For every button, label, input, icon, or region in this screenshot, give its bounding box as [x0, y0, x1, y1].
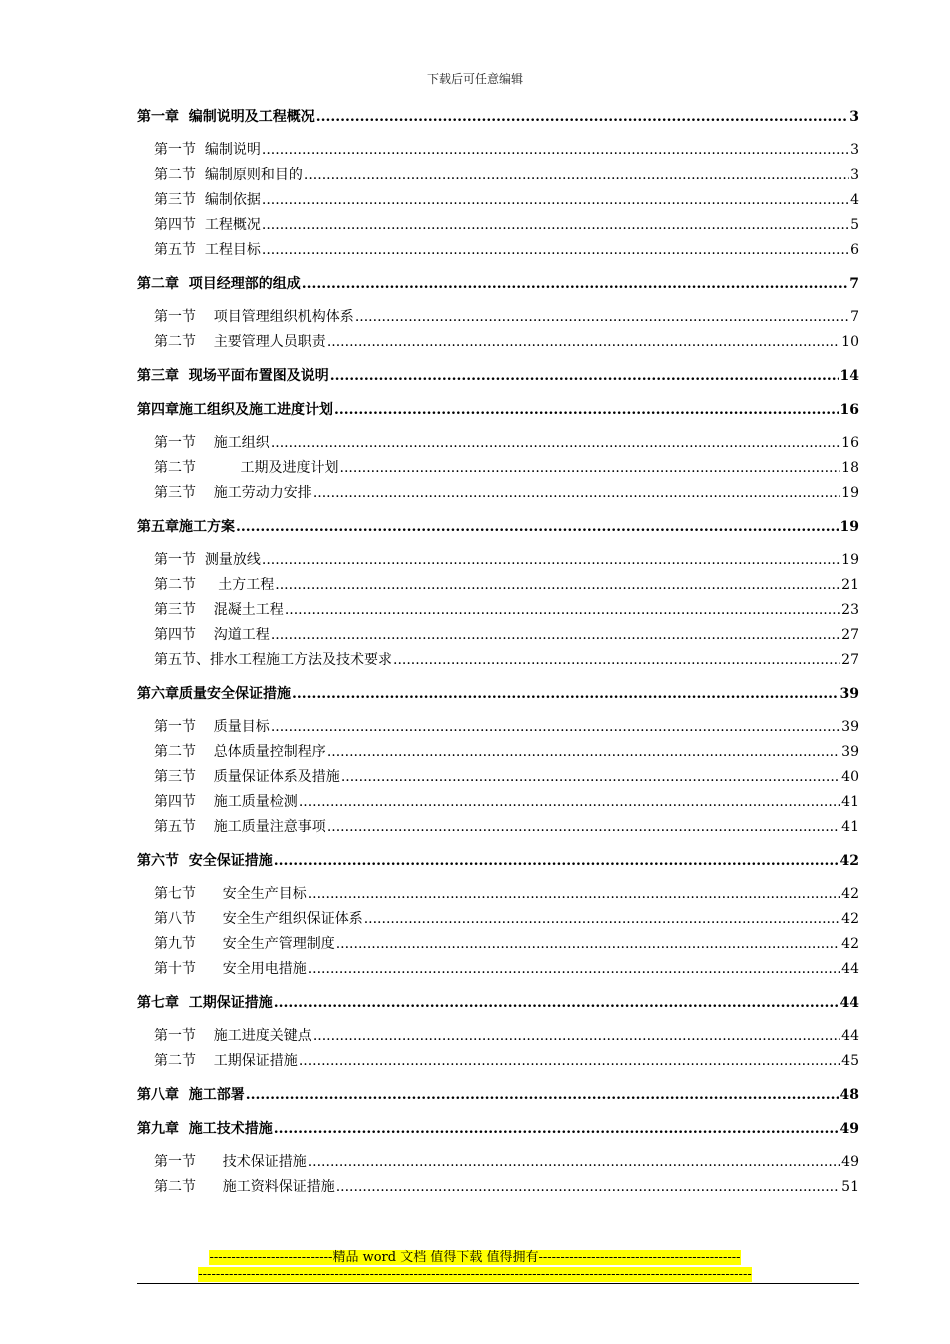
- toc-entry-label: 第三节 质量保证体系及措施: [154, 769, 340, 785]
- toc-page-number: 14: [839, 368, 859, 384]
- toc-entry-label: 第二节 工期保证措施: [154, 1053, 298, 1069]
- toc-entry-label: 第三节 编制依据: [154, 192, 261, 208]
- toc-dot-leader: [299, 1049, 840, 1074]
- toc-page-number: 10: [841, 334, 859, 350]
- toc-dot-leader: [275, 573, 840, 598]
- toc-section-entry[interactable]: [137, 715, 859, 740]
- toc-section-entry[interactable]: [137, 765, 859, 790]
- toc-page-number: 19: [841, 485, 859, 501]
- toc-entry-label: 第四节 工程概况: [154, 217, 261, 233]
- toc-entry-label: 第九节 安全生产管理制度: [154, 936, 335, 952]
- toc-dot-leader: [336, 1175, 840, 1200]
- footer-line-1: ----------------------------精品 word 文档 值得下载 值得拥有----------------------------------------------: [209, 1250, 741, 1265]
- toc-page-number: 21: [841, 577, 859, 593]
- toc-dot-leader: [262, 188, 849, 213]
- toc-entry-label: 第二节 主要管理人员职责: [154, 334, 326, 350]
- toc-section-entry[interactable]: [137, 238, 859, 263]
- toc-entry-label: 第三节 施工劳动力安排: [154, 485, 312, 501]
- toc-entry-label: 第三节 混凝土工程: [154, 602, 284, 618]
- toc-dot-leader: [274, 848, 839, 874]
- toc-page-number: 3: [849, 109, 859, 125]
- toc-page-number: 49: [839, 1121, 859, 1137]
- toc-page-number: 19: [841, 552, 859, 568]
- toc-dot-leader: [327, 815, 840, 840]
- toc-page-number: 6: [850, 242, 859, 258]
- toc-section-entry[interactable]: [137, 815, 859, 840]
- toc-dot-leader: [336, 932, 840, 957]
- toc-section-entry[interactable]: [137, 305, 859, 330]
- toc-section-entry[interactable]: [137, 431, 859, 456]
- toc-dot-leader: [262, 138, 849, 163]
- toc-page-number: 7: [850, 309, 859, 325]
- toc-section-entry[interactable]: [137, 1049, 859, 1074]
- toc-chapter-entry[interactable]: [137, 363, 859, 389]
- toc-entry-label: 第二节 工期及进度计划: [154, 460, 339, 476]
- toc-dot-leader: [292, 681, 839, 707]
- toc-page-number: 7: [849, 276, 859, 292]
- toc-page-number: 45: [841, 1053, 859, 1069]
- toc-entry-label: 第一章 编制说明及工程概况: [137, 109, 315, 125]
- toc-page-number: 51: [841, 1179, 859, 1195]
- toc-section-entry[interactable]: [137, 573, 859, 598]
- toc-page-number: 39: [839, 686, 859, 702]
- toc-dot-leader: [271, 715, 840, 740]
- table-of-contents: [137, 104, 859, 1200]
- toc-entry-label: 第八节 安全生产组织保证体系: [154, 911, 363, 927]
- footer-banner: [0, 1249, 950, 1283]
- toc-entry-label: 第二节 总体质量控制程序: [154, 744, 326, 760]
- toc-page-number: 48: [839, 1087, 859, 1103]
- toc-section-entry[interactable]: [137, 188, 859, 213]
- toc-section-entry[interactable]: [137, 213, 859, 238]
- toc-entry-label: 第八章 施工部署: [137, 1087, 245, 1103]
- toc-dot-leader: [271, 623, 840, 648]
- toc-page-number: 27: [841, 627, 859, 643]
- toc-section-entry[interactable]: [137, 1024, 859, 1049]
- toc-entry-label: 第一节 施工进度关键点: [154, 1028, 312, 1044]
- toc-entry-label: 第七节 安全生产目标: [154, 886, 307, 902]
- toc-page-number: 44: [841, 1028, 859, 1044]
- toc-page-number: 3: [850, 142, 859, 158]
- toc-chapter-entry[interactable]: [137, 848, 859, 874]
- toc-section-entry[interactable]: [137, 790, 859, 815]
- toc-page-number: 18: [841, 460, 859, 476]
- toc-page-number: 4: [850, 192, 859, 208]
- toc-page-number: 42: [841, 911, 859, 927]
- toc-chapter-entry[interactable]: [137, 514, 859, 540]
- toc-section-entry[interactable]: [137, 740, 859, 765]
- toc-dot-leader: [274, 990, 839, 1016]
- toc-section-entry[interactable]: [137, 623, 859, 648]
- toc-section-entry[interactable]: [137, 548, 859, 573]
- toc-dot-leader: [308, 882, 840, 907]
- toc-page-number: 39: [841, 719, 859, 735]
- footer-line-2: ------------------------------------------------------------------------------------------------------------------------------: [198, 1267, 752, 1282]
- toc-section-entry[interactable]: [137, 330, 859, 355]
- toc-page-number: 44: [839, 995, 859, 1011]
- toc-page-number: 41: [841, 819, 859, 835]
- toc-chapter-entry[interactable]: [137, 990, 859, 1016]
- toc-section-entry[interactable]: [137, 1175, 859, 1200]
- toc-dot-leader: [313, 1024, 840, 1049]
- toc-dot-leader: [327, 330, 840, 355]
- toc-page-number: 42: [841, 936, 859, 952]
- toc-page-number: 16: [839, 402, 859, 418]
- toc-page-number: 3: [850, 167, 859, 183]
- toc-chapter-entry[interactable]: [137, 271, 859, 297]
- toc-page-number: 19: [839, 519, 859, 535]
- toc-entry-label: 第一节 测量放线: [154, 552, 261, 568]
- toc-dot-leader: [304, 163, 849, 188]
- toc-dot-leader: [246, 1082, 839, 1108]
- page-header: 下载后可任意编辑: [426, 72, 523, 86]
- toc-entry-label: 第五节 工程目标: [154, 242, 261, 258]
- toc-chapter-entry[interactable]: [137, 397, 859, 423]
- toc-entry-label: 第二章 项目经理部的组成: [137, 276, 301, 292]
- toc-entry-label: 第五节 施工质量注意事项: [154, 819, 326, 835]
- toc-entry-label: 第二节 编制原则和目的: [154, 167, 303, 183]
- toc-section-entry[interactable]: [137, 138, 859, 163]
- footer-rule: [137, 1283, 859, 1284]
- toc-dot-leader: [316, 104, 849, 130]
- toc-entry-label: 第九章 施工技术措施: [137, 1121, 273, 1137]
- toc-entry-label: 第一节 施工组织: [154, 435, 270, 451]
- toc-section-entry[interactable]: [137, 481, 859, 506]
- toc-dot-leader: [393, 648, 840, 673]
- toc-dot-leader: [271, 431, 840, 456]
- toc-page-number: 5: [850, 217, 859, 233]
- toc-dot-leader: [334, 397, 839, 423]
- toc-page-number: 44: [841, 961, 859, 977]
- toc-page-number: 27: [841, 652, 859, 668]
- toc-section-entry[interactable]: [137, 648, 859, 673]
- toc-page-number: 39: [841, 744, 859, 760]
- toc-page-number: 49: [841, 1154, 859, 1170]
- toc-entry-label: 第一节 质量目标: [154, 719, 270, 735]
- toc-page-number: 23: [841, 602, 859, 618]
- toc-entry-label: 第七章 工期保证措施: [137, 995, 273, 1011]
- toc-dot-leader: [308, 1150, 840, 1175]
- toc-section-entry[interactable]: [137, 957, 859, 982]
- toc-entry-label: 第四节 沟道工程: [154, 627, 270, 643]
- toc-entry-label: 第六节 安全保证措施: [137, 853, 273, 869]
- toc-entry-label: 第十节 安全用电措施: [154, 961, 307, 977]
- toc-page-number: 16: [841, 435, 859, 451]
- toc-entry-label: 第一节 项目管理组织机构体系: [154, 309, 354, 325]
- toc-dot-leader: [302, 271, 849, 297]
- toc-dot-leader: [327, 740, 840, 765]
- toc-page-number: 42: [839, 853, 859, 869]
- toc-entry-label: 第二节 土方工程: [154, 577, 275, 593]
- toc-dot-leader: [313, 481, 840, 506]
- toc-section-entry[interactable]: [137, 163, 859, 188]
- toc-dot-leader: [299, 790, 840, 815]
- toc-entry-label: 第四章施工组织及施工进度计划: [137, 402, 333, 418]
- toc-dot-leader: [308, 957, 840, 982]
- toc-entry-label: 第六章质量安全保证措施: [137, 686, 291, 702]
- toc-section-entry[interactable]: [137, 882, 859, 907]
- toc-section-entry[interactable]: [137, 907, 859, 932]
- toc-entry-label: 第二节 施工资料保证措施: [154, 1179, 335, 1195]
- toc-chapter-entry[interactable]: [137, 1082, 859, 1108]
- toc-entry-label: 第四节 施工质量检测: [154, 794, 298, 810]
- toc-dot-leader: [340, 456, 841, 481]
- toc-entry-label: 第一节 技术保证措施: [154, 1154, 307, 1170]
- toc-dot-leader: [341, 765, 840, 790]
- toc-entry-label: 第三章 现场平面布置图及说明: [137, 368, 329, 384]
- toc-chapter-entry[interactable]: [137, 681, 859, 707]
- toc-section-entry[interactable]: [137, 598, 859, 623]
- toc-dot-leader: [364, 907, 840, 932]
- toc-chapter-entry[interactable]: [137, 104, 859, 130]
- toc-section-entry[interactable]: [137, 932, 859, 957]
- toc-dot-leader: [236, 514, 839, 540]
- toc-page-number: 41: [841, 794, 859, 810]
- toc-dot-leader: [262, 548, 840, 573]
- toc-dot-leader: [355, 305, 849, 330]
- toc-dot-leader: [262, 213, 849, 238]
- toc-section-entry[interactable]: [137, 456, 859, 481]
- toc-page-number: 40: [841, 769, 859, 785]
- toc-dot-leader: [330, 363, 839, 389]
- toc-entry-label: 第五节、排水工程施工方法及技术要求: [154, 652, 392, 668]
- toc-dot-leader: [274, 1116, 839, 1142]
- toc-entry-label: 第五章施工方案: [137, 519, 235, 535]
- toc-dot-leader: [285, 598, 840, 623]
- toc-dot-leader: [262, 238, 849, 263]
- toc-page-number: 42: [841, 886, 859, 902]
- toc-chapter-entry[interactable]: [137, 1116, 859, 1142]
- toc-section-entry[interactable]: [137, 1150, 859, 1175]
- toc-entry-label: 第一节 编制说明: [154, 142, 261, 158]
